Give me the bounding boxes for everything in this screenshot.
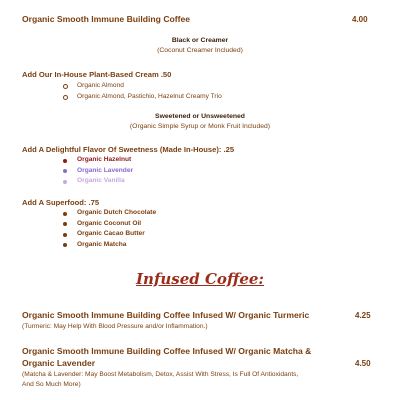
flavor-heading: Add A Delightful Flavor Of Sweetness (Made In-House): .25 [22,145,235,154]
superfood-heading: Add A Superfood: .75 [22,198,100,207]
superfood-option: Organic Dutch Chocolate [63,208,156,219]
infused-item-title-cont: Organic Lavender [22,358,96,368]
infused-item-price: 4.25 [355,311,371,320]
flavor-option-lavender: Organic Lavender [63,166,133,177]
cream-heading: Add Our In-House Plant-Based Cream .50 [22,70,172,79]
item-title: Organic Smooth Immune Building Coffee [22,14,191,24]
superfood-options [63,208,156,250]
creamer-heading: Black or Creamer [171,37,229,44]
infused-item-note: (Turmeric: May Help With Blood Pressure and/or Inflammation.) [22,323,208,330]
creamer-note: (Coconut Creamer Included) [157,47,243,54]
infused-heading: Infused Coffee: [136,270,264,288]
cream-option: Organic Almond, Pastichio, Hazelnut Creamy Trio [63,92,222,103]
sweet-note: (Organic Simple Syrup or Monk Fruit Included) [129,123,271,130]
infused-item-title: Organic Smooth Immune Building Coffee Infused W/ Organic Turmeric [22,310,310,320]
superfood-option: Organic Coconut Oil [63,219,156,230]
flavor-option-hazelnut: Organic Hazelnut [63,155,133,166]
sweet-heading: Sweetened or Unsweetened [155,113,245,120]
flavor-option-vanilla: Organic Vanilla [63,176,133,187]
flavor-options [63,155,133,187]
infused-item-price: 4.50 [355,359,371,368]
infused-item-note: (Matcha & Lavender: May Boost Metabolism, Detox, Assist With Stress, Is Full Of Antioxidants, [22,371,299,378]
superfood-option: Organic Matcha [63,240,156,251]
item-price: 4.00 [352,15,368,24]
superfood-option: Organic Cacao Butter [63,229,156,240]
cream-option: Organic Almond [63,81,222,92]
infused-item-title: Organic Smooth Immune Building Coffee Infused W/ Organic Matcha & [22,346,312,356]
infused-item-note-cont: And So Much More) [22,381,81,388]
cream-options [63,81,222,102]
